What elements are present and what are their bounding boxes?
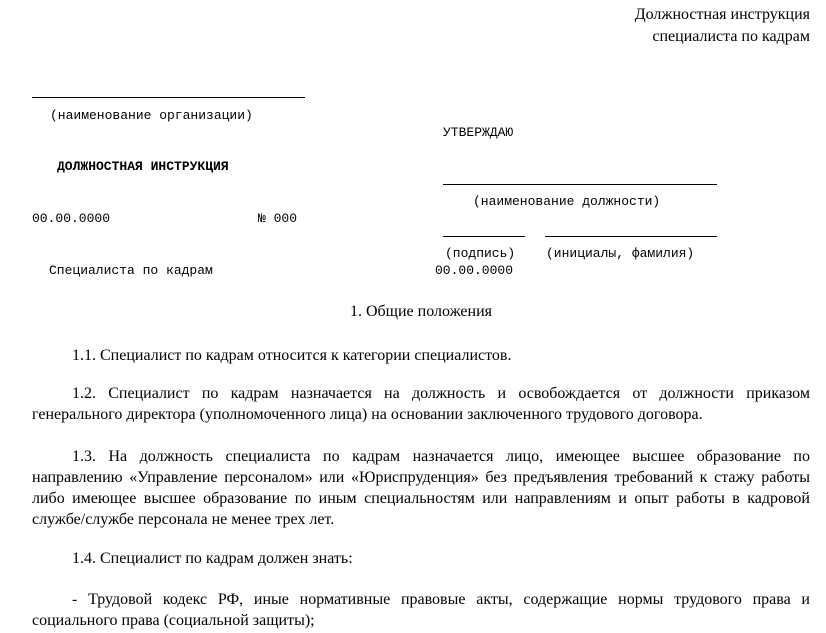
signature-caption: (подпись)	[445, 246, 516, 261]
position-caption: (наименование должности)	[473, 194, 661, 209]
paragraph-1-3: 1.3. На должность специалиста по кадрам назначается лицо, имеющее высшее образование по направлению «Управление персоналом» или «Юриспруденция» без предъявления требований к стажу работы либо имеющее высшее образование по иным специальностям или направлениям и опыт работы в кадровой службе/службе персонала не менее трех лет.	[32, 448, 810, 528]
document-title-line-2: специалиста по кадрам	[652, 28, 810, 45]
paragraph-1-4: 1.4. Специалист по кадрам должен знать:	[72, 550, 353, 567]
position-name-line	[443, 184, 717, 185]
paragraph-1-1: 1.1. Специалист по кадрам относится к категории специалистов.	[72, 347, 512, 364]
knowledge-item-1: - Трудовой кодекс РФ, иные нормативные правовые акты, содержащие нормы трудового права и социального права (социальной защиты);	[32, 591, 810, 629]
name-caption: (инициалы, фамилия)	[546, 246, 695, 261]
signature-line	[443, 236, 525, 237]
document-date: 00.00.0000	[32, 211, 111, 226]
section-title: 1. Общие положения	[349, 303, 493, 320]
paragraph-1-2: 1.2. Специалист по кадрам назначается на должность и освобождается от должности приказом генерального директора (уполномоченного лица) на основании заключенного трудового договора.	[32, 385, 810, 423]
document-number: № 000	[258, 211, 298, 226]
approve-date: 00.00.0000	[435, 263, 514, 278]
document-subject: Специалиста по кадрам	[49, 263, 213, 278]
approve-label: УТВЕРЖДАЮ	[443, 125, 514, 140]
document-title-line-1: Должностная инструкция	[634, 6, 810, 23]
organization-name-line	[32, 97, 305, 98]
document-type-heading: ДОЛЖНОСТНАЯ ИНСТРУКЦИЯ	[57, 159, 229, 174]
organization-caption: (наименование организации)	[50, 108, 253, 123]
name-line	[545, 236, 717, 237]
